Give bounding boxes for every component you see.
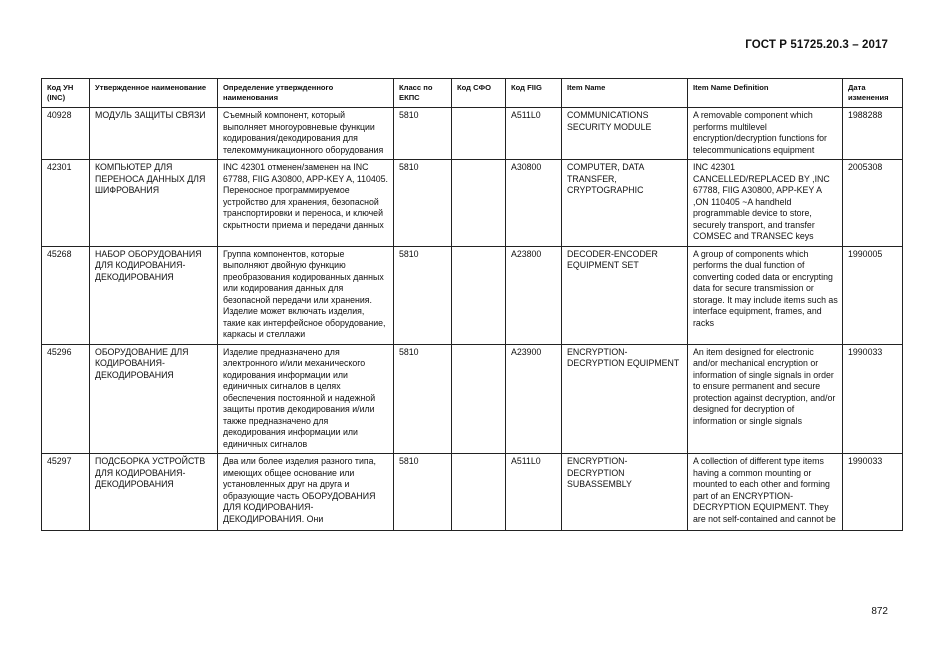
cell-item-name-definition: A group of components which performs the dual function of converting coded data or encrypting data for secure transmission or storage. It may include items such as interface equipment, frames, and racks bbox=[688, 246, 843, 344]
table-row bbox=[42, 160, 903, 247]
cell-supply-class: 5810 bbox=[394, 454, 452, 531]
col-header-inc: Код УН (INC) bbox=[42, 79, 90, 108]
col-header-fiig-code: Код FIIG bbox=[506, 79, 562, 108]
cell-sfo-code bbox=[452, 454, 506, 531]
table-header bbox=[42, 79, 903, 108]
cell-item-name: COMMUNICATIONS SECURITY MODULE bbox=[562, 108, 688, 160]
cell-inc: 40928 bbox=[42, 108, 90, 160]
cell-supply-class: 5810 bbox=[394, 246, 452, 344]
cell-inc: 45296 bbox=[42, 344, 90, 454]
header-row bbox=[42, 79, 903, 108]
table-row bbox=[42, 344, 903, 454]
cell-item-name: ENCRYPTION-DECRYPTION EQUIPMENT bbox=[562, 344, 688, 454]
col-header-approved-name: Утвержденное наименование bbox=[90, 79, 218, 108]
table-body bbox=[42, 108, 903, 531]
col-header-name-definition: Определение утвержденного наименования bbox=[218, 79, 394, 108]
cell-fiig-code: A511L0 bbox=[506, 454, 562, 531]
cell-sfo-code bbox=[452, 344, 506, 454]
cell-item-name: ENCRYPTION-DECRYPTION SUBASSEMBLY bbox=[562, 454, 688, 531]
cell-item-name: COMPUTER, DATA TRANSFER, CRYPTOGRAPHIC bbox=[562, 160, 688, 247]
cell-name-definition: INC 42301 отменен/заменен на INC 67788, FIIG A30800, APP-KEY A, 110405. Переносное программируемое устройство для хранения, безопасной транспортировки и переноса, и ключей скрытности приема и передачи данных bbox=[218, 160, 394, 247]
cell-fiig-code: A30800 bbox=[506, 160, 562, 247]
cell-approved-name: МОДУЛЬ ЗАЩИТЫ СВЯЗИ bbox=[90, 108, 218, 160]
cell-approved-name: КОМПЬЮТЕР ДЛЯ ПЕРЕНОСА ДАННЫХ ДЛЯ ШИФРОВАНИЯ bbox=[90, 160, 218, 247]
cell-name-definition: Два или более изделия разного типа, имеющих общее основание или установленных друг на друга и образующие часть ОБОРУДОВАНИЯ ДЛЯ КОДИРОВАНИЯ-ДЕКОДИРОВАНИЯ. Они bbox=[218, 454, 394, 531]
cell-item-name-definition: INC 42301 CANCELLED/REPLACED BY ,INC 67788, FIIG A30800, APP-KEY A ,ON 110405 ~A handheld programmable device to store, securely transport, and transfer COMSEC and TRANSEC keys bbox=[688, 160, 843, 247]
col-header-sfo-code: Код СФО bbox=[452, 79, 506, 108]
cell-fiig-code: A511L0 bbox=[506, 108, 562, 160]
cell-name-definition: Группа компонентов, которые выполняют двойную функцию преобразования кодированных данных или кодирования данных для безопасной передачи или хранения. Изделие может включать изделия, такие как интерфейсное оборудование, каркасы и стеллажи bbox=[218, 246, 394, 344]
cell-change-date: 2005308 bbox=[843, 160, 903, 247]
cell-fiig-code: A23800 bbox=[506, 246, 562, 344]
col-header-item-name-definition: Item Name Definition bbox=[688, 79, 843, 108]
document-standard-number: ГОСТ Р 51725.20.3 – 2017 bbox=[745, 39, 888, 51]
cell-item-name: DECODER-ENCODER EQUIPMENT SET bbox=[562, 246, 688, 344]
cell-sfo-code bbox=[452, 160, 506, 247]
cell-approved-name: ОБОРУДОВАНИЕ ДЛЯ КОДИРОВАНИЯ-ДЕКОДИРОВАНИЯ bbox=[90, 344, 218, 454]
cell-item-name-definition: A collection of different type items having a common mounting or mounted to each other and forming part of an ENCRYPTION-DECRYPTION EQUIPMENT. They are not self-contained and cannot be bbox=[688, 454, 843, 531]
cell-supply-class: 5810 bbox=[394, 344, 452, 454]
col-header-change-date: Дата изменения bbox=[843, 79, 903, 108]
cell-inc: 45268 bbox=[42, 246, 90, 344]
cell-item-name-definition: An item designed for electronic and/or mechanical encryption or information of single signals in order to ensure permanent and secure protection against decryption, and/or designed for decryption of information or single signals bbox=[688, 344, 843, 454]
cell-sfo-code bbox=[452, 108, 506, 160]
table-row bbox=[42, 454, 903, 531]
cell-sfo-code bbox=[452, 246, 506, 344]
page-number: 872 bbox=[871, 606, 888, 617]
cell-name-definition: Изделие предназначено для электронного и/или механического кодирования информации или единичных сигналов в целях обеспечения постоянной и надежной защиты против декодирования и/или также предназначено для декодирования информации или единичных сигналов bbox=[218, 344, 394, 454]
cell-change-date: 1990033 bbox=[843, 454, 903, 531]
cell-inc: 45297 bbox=[42, 454, 90, 531]
table-row bbox=[42, 246, 903, 344]
col-header-item-name: Item Name bbox=[562, 79, 688, 108]
cell-supply-class: 5810 bbox=[394, 108, 452, 160]
cell-change-date: 1990005 bbox=[843, 246, 903, 344]
cell-approved-name: НАБОР ОБОРУДОВАНИЯ ДЛЯ КОДИРОВАНИЯ-ДЕКОДИРОВАНИЯ bbox=[90, 246, 218, 344]
cell-item-name-definition: A removable component which performs multilevel encryption/decryption functions for telecommunications equipment bbox=[688, 108, 843, 160]
cell-change-date: 1988288 bbox=[843, 108, 903, 160]
cell-change-date: 1990033 bbox=[843, 344, 903, 454]
item-names-table bbox=[41, 78, 903, 531]
cell-fiig-code: A23900 bbox=[506, 344, 562, 454]
cell-name-definition: Съемный компонент, который выполняет многоуровневые функции кодирования/декодирования для телекоммуникационного оборудования bbox=[218, 108, 394, 160]
cell-approved-name: ПОДСБОРКА УСТРОЙСТВ ДЛЯ КОДИРОВАНИЯ-ДЕКОДИРОВАНИЯ bbox=[90, 454, 218, 531]
cell-supply-class: 5810 bbox=[394, 160, 452, 247]
col-header-supply-class: Класс по ЕКПС bbox=[394, 79, 452, 108]
cell-inc: 42301 bbox=[42, 160, 90, 247]
table-row bbox=[42, 108, 903, 160]
